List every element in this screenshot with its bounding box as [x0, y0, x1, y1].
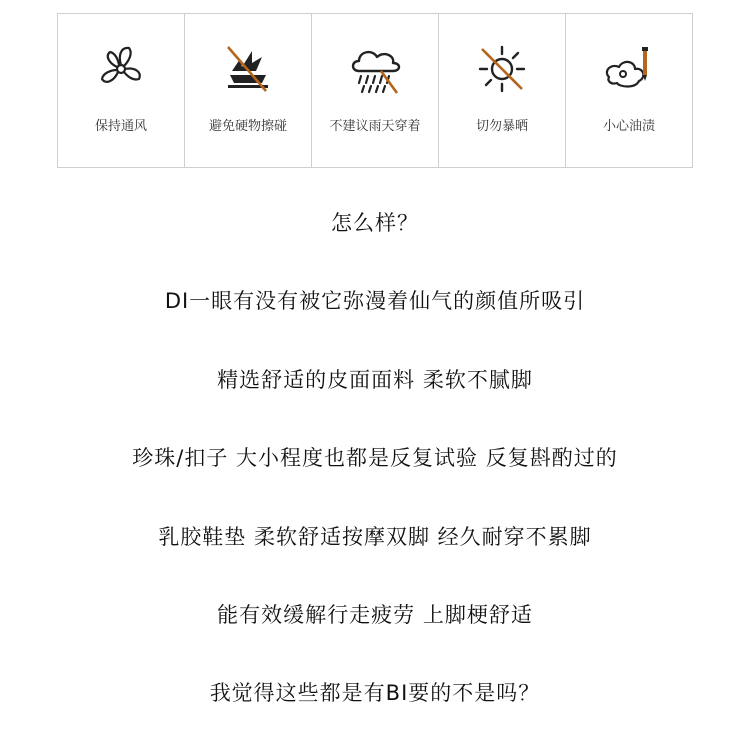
- copy-line: 乳胶鞋垫 柔软舒适按摩双脚 经久耐穿不累脚: [158, 525, 592, 549]
- care-label-no-sun: 切勿暴晒: [475, 119, 528, 134]
- care-label-oil-stain: 小心油渍: [602, 119, 655, 134]
- care-label-ventilation: 保持通风: [94, 119, 147, 134]
- care-item-no-collision: [185, 14, 312, 167]
- care-item-no-sun: [439, 14, 566, 167]
- no-collision-icon: [218, 41, 278, 97]
- care-instructions-panel: [57, 13, 693, 168]
- copy-line: 能有效缓解行走疲劳 上脚梗舒适: [217, 603, 533, 627]
- fan-icon: [91, 41, 151, 97]
- care-label-no-rain: 不建议雨天穿着: [329, 119, 421, 134]
- care-item-no-rain: [312, 14, 439, 167]
- copy-line: DI一眼有没有被它弥漫着仙气的颜值所吸引: [164, 289, 586, 313]
- copy-line: 怎么样？: [331, 211, 419, 235]
- care-item-ventilation: [58, 14, 185, 167]
- care-label-no-collision: 避免硬物擦碰: [208, 119, 287, 134]
- no-sun-icon: [472, 41, 532, 97]
- no-rain-icon: [345, 41, 405, 97]
- oil-stain-icon: [599, 41, 659, 97]
- care-item-oil-stain: [566, 14, 692, 167]
- copy-line: 珍珠/扣子 大小程度也都是反复试验 反复斟酌过的: [132, 446, 618, 470]
- copy-line: 我觉得这些都是有BI要的不是吗？: [209, 681, 541, 705]
- copy-line: 精选舒适的皮面面料 柔软不腻脚: [217, 368, 533, 392]
